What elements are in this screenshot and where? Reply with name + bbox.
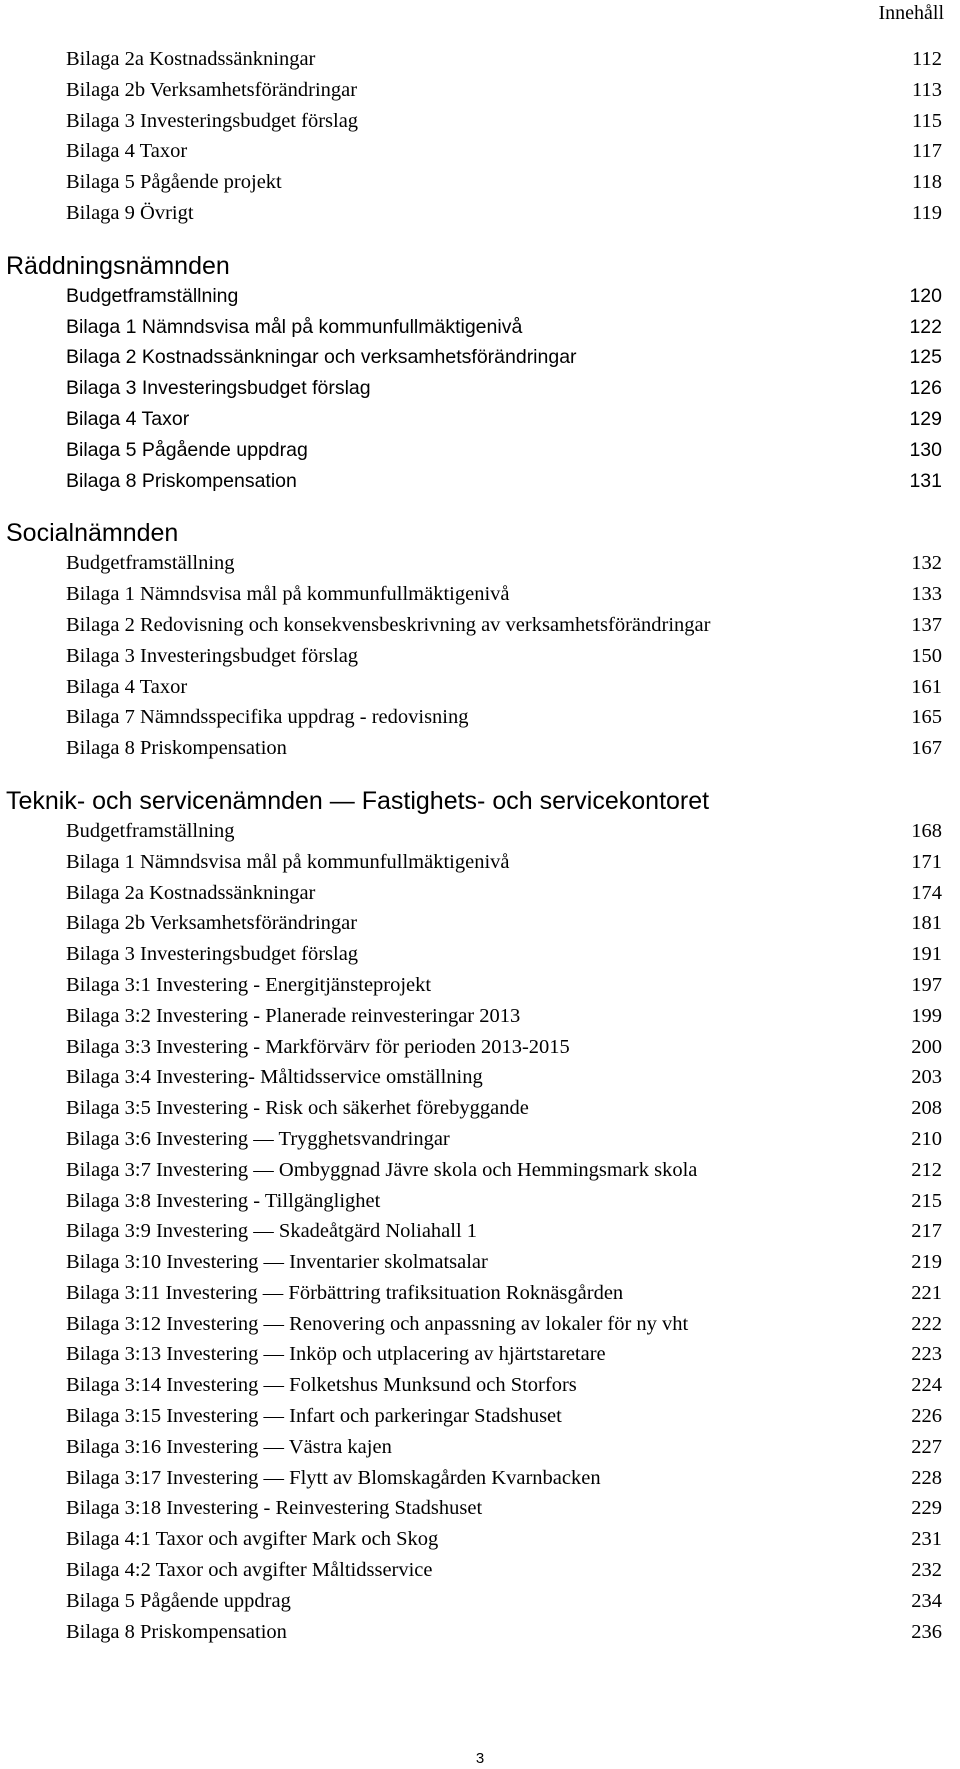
toc-entry-page: 215 [911, 1189, 942, 1212]
toc-entry-label: Bilaga 1 Nämndsvisa mål på kommunfullmäktigenivå [66, 583, 510, 606]
toc-entry-label: Bilaga 3:9 Investering — Skadeåtgärd Noliahall 1 [66, 1220, 478, 1243]
toc-entry-label: Bilaga 3:17 Investering — Flytt av Blomskagården Kvarnbacken [66, 1466, 601, 1489]
toc-entry-page: 161 [911, 675, 942, 698]
toc-entry[interactable] [0, 548, 960, 579]
toc-entry-label: Bilaga 2b Verksamhetsförändringar [66, 78, 358, 101]
toc-entry[interactable] [0, 1524, 960, 1555]
toc-entry-page: 129 [909, 407, 942, 430]
toc-entry-page: 165 [911, 706, 942, 729]
toc-entry[interactable] [0, 1586, 960, 1617]
toc-entry-page: 131 [909, 469, 942, 492]
toc-entry-label: Bilaga 3 Investeringsbudget förslag [66, 644, 359, 667]
table-of-contents [0, 44, 960, 1647]
toc-entry-label: Bilaga 3:16 Investering — Västra kajen [66, 1435, 392, 1458]
toc-entry[interactable] [0, 404, 960, 435]
toc-entry-page: 203 [911, 1066, 942, 1089]
toc-entry-label: Bilaga 4 Taxor [66, 140, 188, 163]
toc-entry-page: 130 [909, 438, 942, 461]
toc-entry[interactable] [0, 1493, 960, 1524]
toc-entry-label: Bilaga 1 Nämndsvisa mål på kommunfullmäktigenivå [66, 315, 523, 338]
toc-entry-label: Bilaga 3:12 Investering — Renovering och anpassning av lokaler för ny vht [66, 1312, 689, 1335]
page-header-title: Innehåll [878, 2, 944, 24]
toc-entry[interactable] [0, 1032, 960, 1063]
toc-section-raddningsnamnden [0, 251, 960, 497]
toc-entry-label: Bilaga 3:11 Investering — Förbättring trafiksituation Roknäsgården [66, 1281, 624, 1304]
toc-section-socialnamnden [0, 518, 960, 764]
toc-entry[interactable] [0, 702, 960, 733]
toc-entry-label: Bilaga 3:4 Investering- Måltidsservice omställning [66, 1066, 483, 1089]
toc-entry-page: 125 [909, 346, 942, 369]
toc-entry-page: 167 [911, 737, 942, 760]
toc-entry-page: 231 [911, 1528, 942, 1551]
toc-section-continued [0, 44, 960, 229]
toc-entry[interactable] [0, 1093, 960, 1124]
toc-entry-page: 120 [909, 284, 942, 307]
toc-entry-page: 200 [911, 1035, 942, 1058]
toc-entry-page: 212 [911, 1158, 942, 1181]
toc-entry[interactable] [0, 970, 960, 1001]
toc-entry-page: 223 [911, 1343, 942, 1366]
toc-entry[interactable] [0, 1401, 960, 1432]
toc-entry[interactable] [0, 1062, 960, 1093]
toc-entry-page: 236 [911, 1620, 942, 1643]
toc-entry-label: Budgetframställning [66, 284, 239, 307]
toc-entry[interactable] [0, 1617, 960, 1648]
toc-entry-page: 113 [912, 78, 942, 101]
toc-entry-page: 181 [911, 912, 942, 935]
toc-entry-label: Bilaga 2 Kostnadssänkningar och verksamhetsförändringar [66, 346, 577, 369]
toc-entry-label: Bilaga 3:18 Investering - Reinvestering Stadshuset [66, 1497, 483, 1520]
toc-entry-page: 234 [911, 1589, 942, 1612]
toc-entry-page: 208 [911, 1097, 942, 1120]
toc-entry-page: 222 [911, 1312, 942, 1335]
toc-entry[interactable] [0, 312, 960, 343]
toc-entry[interactable] [0, 878, 960, 909]
toc-entry-page: 197 [911, 973, 942, 996]
toc-entry-label: Bilaga 4:1 Taxor och avgifter Mark och Skog [66, 1528, 439, 1551]
toc-entry-label: Bilaga 1 Nämndsvisa mål på kommunfullmäktigenivå [66, 850, 510, 873]
toc-entry[interactable] [0, 342, 960, 373]
toc-entry-page: 132 [911, 552, 942, 575]
toc-entry[interactable] [0, 1216, 960, 1247]
toc-entry[interactable] [0, 281, 960, 312]
toc-entry[interactable] [0, 1278, 960, 1309]
toc-entry-page: 221 [911, 1281, 942, 1304]
toc-entry[interactable] [0, 1370, 960, 1401]
toc-entry[interactable] [0, 847, 960, 878]
toc-entry-label: Bilaga 2 Redovisning och konsekvensbeskrivning av verksamhetsförändringar [66, 613, 711, 636]
toc-entry-label: Bilaga 8 Priskompensation [66, 737, 287, 760]
toc-entry[interactable] [0, 1001, 960, 1032]
toc-entry[interactable] [0, 198, 960, 229]
toc-entry[interactable] [0, 1432, 960, 1463]
toc-entry[interactable] [0, 908, 960, 939]
toc-entry-label: Bilaga 4 Taxor [66, 675, 188, 698]
section-heading: Räddningsnämnden [6, 251, 230, 280]
toc-entry[interactable] [0, 1186, 960, 1217]
toc-entry-page: 118 [912, 171, 942, 194]
toc-entry-page: 126 [909, 377, 942, 400]
toc-entry-page: 137 [911, 613, 942, 636]
toc-entry-page: 226 [911, 1405, 942, 1428]
toc-entry[interactable] [0, 1247, 960, 1278]
toc-entry[interactable] [0, 579, 960, 610]
page-number: 3 [475, 1750, 485, 1767]
toc-entry[interactable] [0, 1555, 960, 1586]
toc-entry-label: Bilaga 9 Övrigt [66, 201, 194, 224]
toc-entry-page: 217 [911, 1220, 942, 1243]
toc-entry-label: Bilaga 4:2 Taxor och avgifter Måltidsservice [66, 1559, 433, 1582]
toc-entry-label: Bilaga 3:2 Investering - Planerade reinvesteringar 2013 [66, 1004, 521, 1027]
toc-entry-page: 224 [911, 1374, 942, 1397]
toc-entry-label: Bilaga 2a Kostnadssänkningar [66, 881, 316, 904]
toc-entry-label: Bilaga 3:1 Investering - Energitjänsteprojekt [66, 973, 432, 996]
toc-section-teknik-och-servicenamnden [0, 786, 960, 1648]
toc-entry-label: Bilaga 2a Kostnadssänkningar [66, 48, 316, 70]
toc-entry[interactable] [0, 106, 960, 137]
toc-entry[interactable] [0, 44, 960, 75]
toc-entry-label: Bilaga 4 Taxor [66, 407, 190, 430]
toc-entry[interactable] [0, 136, 960, 167]
toc-entry[interactable] [0, 672, 960, 703]
toc-entry-page: 117 [912, 140, 942, 163]
toc-entry[interactable] [0, 1124, 960, 1155]
toc-entry-label: Bilaga 5 Pågående uppdrag [66, 1589, 291, 1612]
toc-entry-page: 122 [909, 315, 942, 338]
toc-entry-label: Bilaga 3:8 Investering - Tillgänglighet [66, 1189, 381, 1212]
toc-entry-page: 174 [911, 881, 942, 904]
toc-entry-page: 227 [911, 1435, 942, 1458]
toc-entry[interactable] [0, 939, 960, 970]
toc-entry-label: Budgetframställning [66, 552, 235, 575]
toc-entry[interactable] [0, 641, 960, 672]
toc-entry-label: Bilaga 3:3 Investering - Markförvärv för perioden 2013-2015 [66, 1035, 570, 1058]
toc-entry-label: Bilaga 2b Verksamhetsförändringar [66, 912, 358, 935]
toc-entry-page: 191 [911, 943, 942, 966]
toc-entry-label: Budgetframställning [66, 819, 235, 842]
toc-entry[interactable] [0, 1463, 960, 1494]
toc-entry-label: Bilaga 3 Investeringsbudget förslag [66, 109, 359, 132]
toc-entry-label: Bilaga 3:14 Investering — Folketshus Munksund och Storfors [66, 1374, 577, 1397]
toc-entry-label: Bilaga 5 Pågående projekt [66, 171, 282, 194]
toc-entry-label: Bilaga 3:15 Investering — Infart och parkeringar Stadshuset [66, 1405, 562, 1428]
toc-entry[interactable] [0, 435, 960, 466]
toc-entry-label: Bilaga 3:6 Investering — Trygghetsvandringar [66, 1127, 450, 1150]
section-heading: Teknik- och servicenämnden — Fastighets- och servicekontoret [6, 786, 710, 815]
toc-entry-label: Bilaga 7 Nämndsspecifika uppdrag - redovisning [66, 706, 469, 729]
toc-entry[interactable] [0, 1339, 960, 1370]
toc-entry-page: 168 [911, 819, 942, 842]
toc-entry[interactable] [0, 733, 960, 764]
toc-entry-label: Bilaga 3:5 Investering - Risk och säkerhet förebyggande [66, 1097, 529, 1120]
toc-entry-label: Bilaga 3:7 Investering — Ombyggnad Jävre skola och Hemmingsmark skola [66, 1158, 698, 1181]
toc-entry-page: 228 [911, 1466, 942, 1489]
toc-entry-label: Bilaga 8 Priskompensation [66, 1620, 287, 1643]
toc-entry-page: 112 [912, 48, 942, 70]
toc-entry-label: Bilaga 5 Pågående uppdrag [66, 438, 308, 461]
toc-entry-page: 119 [912, 201, 942, 224]
toc-entry-label: Bilaga 3 Investeringsbudget förslag [66, 377, 371, 400]
toc-entry-page: 210 [911, 1127, 942, 1150]
toc-entry-label: Bilaga 3:10 Investering — Inventarier skolmatsalar [66, 1251, 488, 1274]
toc-entry[interactable] [0, 1309, 960, 1340]
toc-entry-page: 150 [911, 644, 942, 667]
toc-entry-page: 115 [912, 109, 942, 132]
toc-entry-page: 219 [911, 1251, 942, 1274]
toc-entry[interactable] [0, 373, 960, 404]
toc-entry-page: 199 [911, 1004, 942, 1027]
toc-entry-label: Bilaga 8 Priskompensation [66, 469, 297, 492]
section-heading: Socialnämnden [6, 519, 179, 548]
toc-entry-page: 171 [911, 850, 942, 873]
toc-entry-label: Bilaga 3:13 Investering — Inköp och utplacering av hjärtstaretare [66, 1343, 606, 1366]
toc-entry[interactable] [0, 816, 960, 847]
toc-entry-page: 229 [911, 1497, 942, 1520]
toc-entry[interactable] [0, 167, 960, 198]
toc-entry[interactable] [0, 75, 960, 106]
toc-entry-page: 232 [911, 1559, 942, 1582]
toc-entry[interactable] [0, 466, 960, 497]
toc-entry-label: Bilaga 3 Investeringsbudget förslag [66, 943, 359, 966]
toc-entry-page: 133 [911, 583, 942, 606]
toc-entry[interactable] [0, 1155, 960, 1186]
toc-entry[interactable] [0, 610, 960, 641]
